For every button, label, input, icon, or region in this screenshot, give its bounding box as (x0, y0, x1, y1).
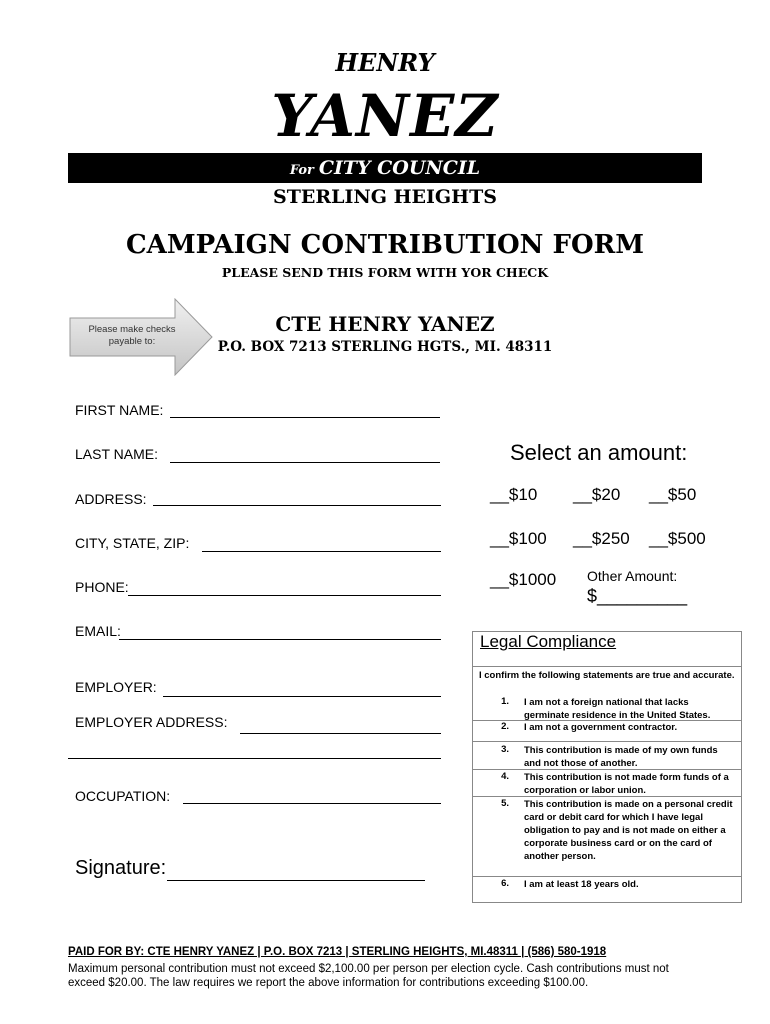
phone-field[interactable] (128, 595, 441, 596)
occupation-field[interactable] (183, 803, 441, 804)
address-label: ADDRESS: (75, 491, 147, 507)
legal-item-number: 1. (501, 696, 509, 707)
divider (472, 741, 741, 742)
divider (472, 796, 741, 797)
banner-office: CITY COUNCIL (318, 157, 481, 179)
last-name-label: LAST NAME: (75, 446, 158, 462)
legal-item-text: This contribution is made on a personal credit card or debit card for which I have legal obligation to pay and is not made on either a corporate business card or on the card of another person. (524, 799, 733, 862)
legal-item-number: 2. (501, 721, 509, 732)
phone-label: PHONE: (75, 579, 129, 595)
legal-item-number: 3. (501, 744, 509, 755)
legal-item-text: This contribution is made of my own funds and not those of another. (524, 745, 718, 769)
employer-field[interactable] (163, 696, 441, 697)
legal-item-text: I am not a government contractor. (524, 722, 678, 733)
occupation-label: OCCUPATION: (75, 788, 171, 804)
signature-field[interactable] (167, 880, 425, 881)
candidate-last-name: YANEZ (271, 82, 499, 150)
divider (472, 769, 741, 770)
amount-option-250[interactable]: __$250 (573, 529, 630, 548)
amount-option-20[interactable]: __$20 (573, 485, 621, 504)
city-name: STERLING HEIGHTS (273, 186, 497, 208)
legal-item-text: This contribution is not made form funds of a corporation or labor union. (524, 772, 729, 796)
legal-item-text: I am at least 18 years old. (524, 879, 639, 890)
legal-intro: I confirm the following statements are true and accurate. (479, 670, 735, 681)
office-banner (68, 153, 702, 183)
banner-for: For (289, 163, 314, 178)
legal-item-number: 6. (501, 878, 509, 889)
contribution-disclaimer: Maximum personal contribution must not exceed $2,100.00 per person per election cycle. Cash contributions must not exceed $20.00. The law requires we report the above information for contributions exceeding $100.00. (68, 963, 669, 989)
legal-compliance-title: Legal Compliance (480, 632, 617, 651)
amount-option-50[interactable]: __$50 (649, 485, 697, 504)
form-subtitle: PLEASE SEND THIS FORM WITH YOR CHECK (221, 265, 549, 280)
city-state-zip-label: CITY, STATE, ZIP: (75, 535, 190, 551)
payee-address: P.O. BOX 7213 STERLING HGTS., MI. 48311 (217, 339, 553, 355)
other-amount-field[interactable]: $_________ (587, 586, 688, 606)
email-label: EMAIL: (75, 623, 121, 639)
other-amount-label: Other Amount: (587, 568, 678, 584)
employer-label: EMPLOYER: (75, 679, 157, 695)
payee-name: CTE HENRY YANEZ (275, 312, 495, 336)
amount-option-10[interactable]: __$10 (490, 485, 538, 504)
employer-address-field[interactable] (240, 733, 441, 734)
signature-label: Signature: (75, 857, 167, 879)
address-field[interactable] (153, 505, 441, 506)
paid-for-by: PAID FOR BY: CTE HENRY YANEZ | P.O. BOX 7213 | STERLING HEIGHTS, MI.48311 | (586) 580-1918 (68, 946, 607, 958)
select-amount-heading: Select an amount: (510, 440, 688, 465)
candidate-first-name: HENRY (335, 48, 435, 77)
employer-address-field-line2[interactable] (68, 758, 441, 759)
payable-arrow-text: Please make checks payable to: (88, 324, 176, 347)
amount-option-100[interactable]: __$100 (490, 529, 547, 548)
first-name-label: FIRST NAME: (75, 402, 164, 418)
city-state-zip-field[interactable] (202, 551, 441, 552)
first-name-field[interactable] (170, 417, 440, 418)
legal-item-number: 4. (501, 771, 509, 782)
amount-option-1000[interactable]: __$1000 (490, 570, 557, 589)
form-title: CAMPAIGN CONTRIBUTION FORM (125, 230, 644, 260)
employer-address-label: EMPLOYER ADDRESS: (75, 714, 228, 730)
legal-item-number: 5. (501, 798, 509, 809)
last-name-field[interactable] (170, 462, 440, 463)
email-field[interactable] (119, 639, 441, 640)
amount-option-500[interactable]: __$500 (649, 529, 706, 548)
divider (472, 666, 741, 667)
divider (472, 876, 741, 877)
legal-item-text: I am not a foreign national that lacks germinate residence in the United States. (524, 697, 711, 721)
